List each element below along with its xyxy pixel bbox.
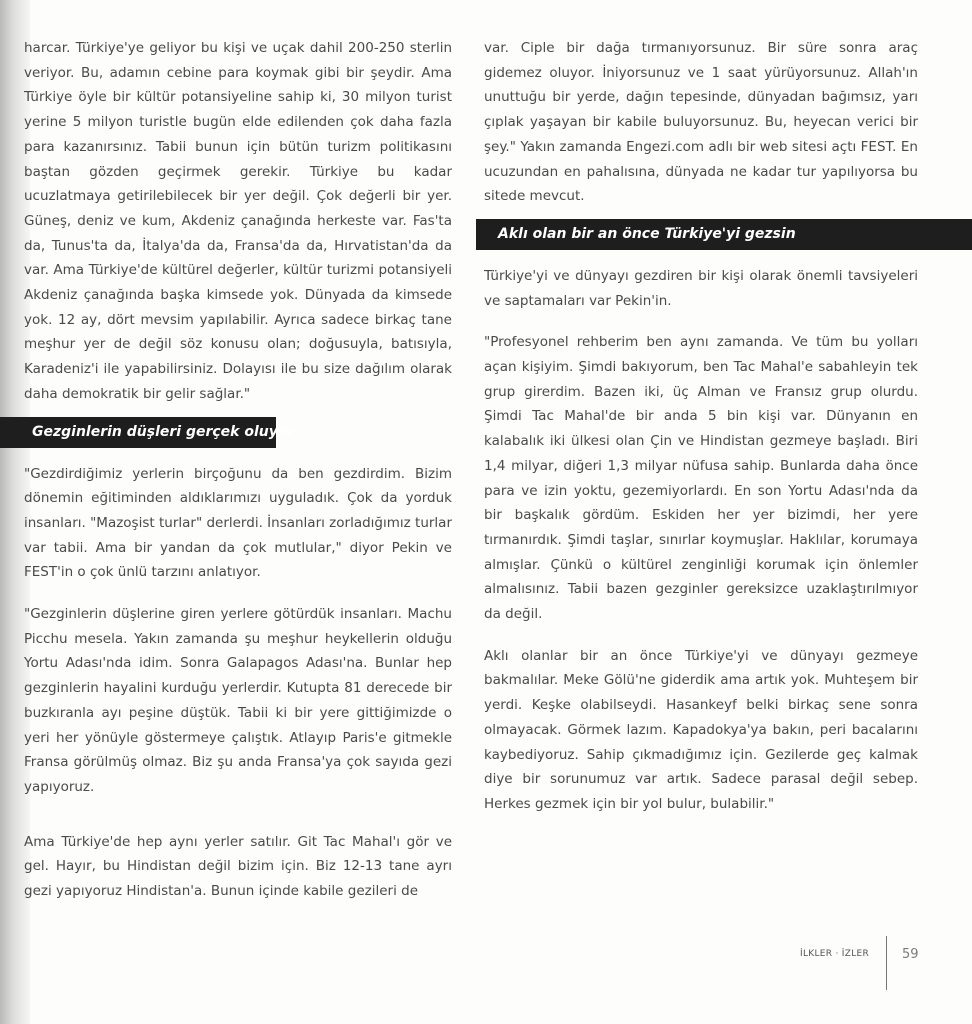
right-paragraph-2: Türkiye'yi ve dünyayı gezdiren bir kişi olarak önemli tavsiyeleri ve saptamaları var Pekin'in. [484,267,918,309]
section-heading-akli-olan: Aklı olan bir an önce Türkiye'yi gezsin [476,219,972,250]
section-heading-gezginler: Gezginlerin düşleri gerçek oluyor [0,417,276,448]
left-column [24,36,452,904]
left-paragraph-1: harcar. Türkiye'ye geliyor bu kişi ve uçak dahil 200-250 sterlin veriyor. Bu, adamın cebine para koymak gibi bir şeydir. Ama Türkiye öyle bir kültür potansiyeline sahip ki, 30 milyon turist yerine 5 milyon turistle bugün elde edilenden çok daha fazla para kazanırsınız. Tabii bunun için bütün turizm politikasını baştan gözden geçirmek gerekir. Türkiye bu kadar ucuzlatmaya getirilebilecek bir yer değil. Çok değerli bir yer. Güneş, deniz ve kum, Akdeniz çanağında herkeste var. Fas'ta da, Tunus'ta da, İtalya'da da, Fransa'da da, Hırvatistan'da da var. Ama Türkiye'de kültürel değerler, kültür turizmi potansiyeli Akdeniz çanağında başka kimsede yok. Dünyada da kimsede yok. 12 ay, dört mevsim yapılabilir. Ayrıca sadece birkaç tane meşhur yer de değil söz konusu olan; doğusuyla, batısıyla, Karadeniz'i ile yapabilirsiniz. Dolayısı ile bu size dağılım olarak daha demokratik bir gelir sağlar." [24,40,452,402]
left-paragraph-4: Ama Türkiye'de hep aynı yerler satılır. Git Tac Mahal'ı gör ve gel. Hayır, bu Hindistan değil bizim için. Biz 12-13 tane ayrı gezi yapıyoruz Hindistan'a. Bunun içinde kabile gezileri de [24,833,452,900]
page-number: 59 [902,947,919,962]
footer-divider [886,936,887,990]
left-paragraph-3: "Gezginlerin düşlerine giren yerlere götürdük insanları. Machu Picchu mesela. Yakın zamanda şu meşhur heykellerin olduğu Yortu Adası'nda idim. Sonra Galapagos Adası'na. Bunlar hep gezginlerin hayalini kurduğu yerlerdir. Kutupta 81 derecede bir buzkıranla ayı peşine düştük. Tabii ki bir yere gittiğimizde o yeri her yönüyle göstermeye çalıştık. Atlayıp Paris'e gitmekle Fransa görülmüş olmaz. Biz şu anda Fransa'ya çok sayıda gezi yapıyoruz. [24,606,452,795]
right-paragraph-1: var. Ciple bir dağa tırmanıyorsunuz. Bir süre sonra araç gidemez oluyor. İniyorsunuz ve 1 saat yürüyorsunuz. Allah'ın unuttuğu bir yerde, dağın tepesinde, dünyadan bağımsız, yarı çıplak yaşayan bir kabile buluyorsunuz. Bu, heyecan verici bir şey." Yakın zamanda Engezi.com adlı bir web sitesi açtı FEST. En ucuzundan en pahalısına, dünyada ne kadar tur yapılıyorsa bu sitede mevcut. [484,40,918,205]
right-paragraph-4: Aklı olanlar bir an önce Türkiye'yi ve dünyayı gezmeye bakmalılar. Meke Gölü'ne giderdik ama artık yok. Muhteşem bir yerdi. Keşke olabilseydi. Hasankeyf belki birkaç sene sonra olmayacak. Görmek lazım. Kapadokya'ya bakın, peri bacalarını kaybediyoruz. Sahip çıkmadığımız için. Gezilerde geç kalmak diye bir sorunumuz var artık. Sadece parasal değil sebep. Herkes gezmek için bir yol bulur, bulabilir." [484,647,918,812]
footer-section-name: İLKLER · İZLER [800,949,870,959]
right-paragraph-3: "Profesyonel rehberim ben aynı zamanda. Ve tüm bu yolları açan kişiyim. Şimdi bakıyorum, ben Tac Mahal'e sabahleyin tek grup girerdim. Bazen iki, üç Alman ve Fransız grup olurdu. Şimdi Tac Mahal'de bir anda 5 bin kişi var. Dünyanın en kalabalık iki ülkesi olan Çin ve Hindistan gezmeye başladı. Biri 1,4 milyar, diğeri 1,3 milyar nüfusa sahip. Bunlarda daha önce para ve izin yoktu, gezemiyorlardı. En son Yortu Adası'nda da bir başkalık gördüm. Eskiden her yer bizimdi, her yere tırmanırdık. Şimdi taşlar, sınırlar koymuşlar. Haklılar, korumaya almışlar. Çünkü o kültürel zenginliği korumak için önlemler almalısınız. Tabii bazen gezginler gereksizce uzaklaştırılmıyor da değil. [484,334,918,623]
left-paragraph-2: "Gezdirdiğimiz yerlerin birçoğunu da ben gezdirdim. Bizim dönemin eğitiminden aldıklarımızı uyguladık. Çok da yorduk insanları. "Mazoşist turlar" derlerdi. İnsanları zorladığımız turlar var tabii. Ama bir yandan da çok mutlular," diyor Pekin ve FEST'in o çok ünlü tarzını anlatıyor. [24,465,452,581]
right-column [484,36,918,817]
